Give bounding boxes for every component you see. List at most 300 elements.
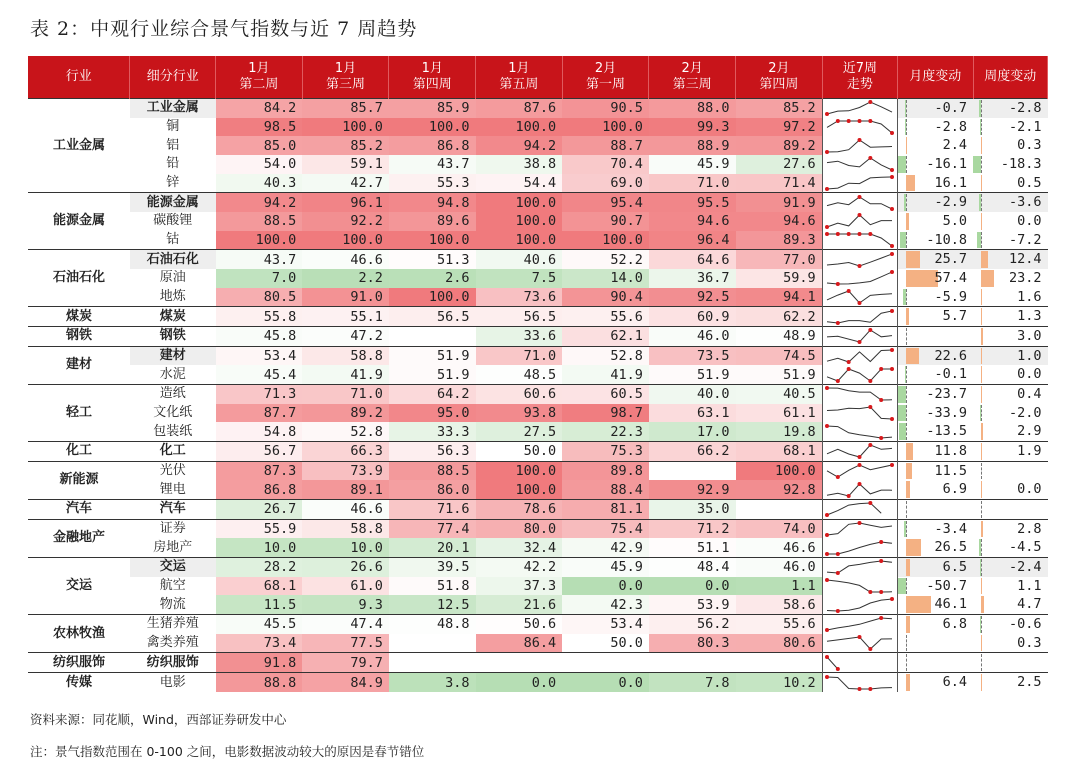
sparkline-point	[835, 609, 839, 613]
index-value-cell: 56.5	[389, 307, 476, 327]
month-change-cell	[898, 212, 973, 231]
index-value-cell: 39.5	[389, 558, 476, 577]
index-value-cell: 51.9	[736, 365, 823, 384]
sparkline-point	[835, 667, 839, 671]
index-value-cell: 86.8	[389, 136, 476, 155]
table-row	[28, 212, 1048, 231]
table-row	[28, 99, 1048, 118]
index-value-cell: 22.3	[562, 422, 649, 441]
week-change-cell	[973, 250, 1047, 269]
index-value-cell: 99.3	[649, 118, 736, 137]
week-change-cell	[973, 422, 1047, 441]
sub-industry-cell: 电影	[130, 673, 216, 692]
positive-bar	[981, 481, 982, 498]
sub-industry-cell: 地炼	[159, 288, 186, 304]
change-value: -33.9	[926, 404, 968, 421]
index-value-cell: 86.8	[216, 480, 303, 499]
index-value-cell: 54.4	[476, 174, 563, 193]
change-value: -18.3	[1000, 155, 1042, 172]
table-row	[28, 442, 1048, 462]
index-value-cell: 66.3	[302, 442, 389, 462]
index-value-cell: 71.2	[649, 519, 736, 538]
change-value: -13.5	[926, 423, 968, 440]
week-change-cell	[973, 212, 1047, 231]
index-value-cell: 80.6	[736, 634, 823, 653]
index-value-cell: 96.1	[302, 193, 389, 212]
index-value-cell: 87.6	[476, 99, 563, 118]
index-value-cell: 80.3	[649, 634, 736, 653]
index-value-cell: 84.9	[302, 673, 389, 692]
table-row	[28, 250, 1048, 269]
index-value-cell: 100.0	[476, 193, 563, 212]
week-change-cell	[973, 99, 1047, 118]
zero-axis	[981, 194, 982, 211]
index-value-cell: 0.0	[562, 673, 649, 692]
negative-bar	[899, 423, 906, 440]
sparkline-point	[868, 443, 872, 447]
index-value-cell: 47.2	[302, 327, 389, 347]
trend-sparkline	[823, 327, 896, 345]
table-row	[28, 136, 1048, 155]
index-value-cell: 2.6	[389, 269, 476, 288]
trend-sparkline-cell	[822, 422, 897, 441]
index-value-cell: 53.4	[562, 615, 649, 634]
index-value-cell: 87.7	[216, 404, 303, 423]
change-value: -0.7	[934, 100, 968, 116]
negative-bar	[980, 405, 981, 422]
index-value-cell: 52.2	[562, 250, 649, 269]
positive-bar	[981, 386, 982, 403]
zero-axis	[906, 423, 907, 440]
sub-industry-cell: 生猪养殖	[130, 615, 216, 634]
index-value-cell: 19.8	[736, 422, 823, 441]
sparkline-path	[827, 657, 838, 669]
change-value: 3.0	[1017, 328, 1042, 344]
positive-bar	[906, 674, 910, 691]
index-value-cell: 21.6	[476, 595, 563, 614]
table-row	[28, 118, 1048, 137]
industry-cell: 化工	[28, 442, 130, 462]
table-row	[28, 307, 1048, 327]
index-value-cell: 51.3	[389, 250, 476, 269]
sub-industry-cell: 文化纸	[153, 405, 193, 421]
index-value-cell: 56.2	[649, 615, 736, 634]
month-change-cell	[898, 442, 973, 462]
header-industry: 行业	[28, 56, 130, 99]
index-value-cell: 0.0	[649, 577, 736, 596]
index-value-cell: 45.8	[216, 327, 303, 347]
header-week: 1月 第三周	[302, 56, 389, 99]
positive-bar	[981, 348, 982, 365]
index-value-cell: 89.6	[389, 212, 476, 231]
index-value-cell: 10.0	[302, 538, 389, 557]
negative-bar	[905, 119, 907, 136]
index-value-cell	[649, 461, 736, 480]
index-value-cell: 79.7	[302, 653, 389, 673]
trend-sparkline	[823, 137, 896, 155]
sub-industry-cell: 钴	[166, 231, 180, 247]
industry-cell: 金融地产	[28, 519, 130, 557]
trend-sparkline-cell	[822, 461, 897, 480]
positive-bar	[906, 251, 920, 268]
sparkline-point	[868, 647, 872, 651]
month-change-cell	[898, 346, 973, 365]
week-change-cell	[973, 307, 1047, 327]
sparkline-point	[857, 264, 861, 268]
index-value-cell: 100.0	[302, 118, 389, 137]
industry-cell: 工业金属	[28, 99, 130, 193]
month-change-cell	[898, 269, 973, 288]
sparkline-path	[827, 272, 892, 284]
table-row	[28, 385, 1048, 404]
index-value-cell: 73.4	[216, 634, 303, 653]
table-row	[28, 519, 1048, 538]
month-change-cell	[898, 673, 973, 692]
change-value: -50.7	[926, 577, 968, 594]
zero-axis	[981, 156, 982, 173]
table-row	[28, 500, 1048, 520]
change-value: 6.8	[942, 616, 968, 633]
index-value-cell: 14.0	[562, 269, 649, 288]
zero-axis	[981, 100, 982, 117]
trend-sparkline	[823, 577, 896, 595]
industry-cell: 煤炭	[28, 307, 130, 327]
index-value-cell: 43.7	[389, 155, 476, 174]
index-value-cell: 100.0	[389, 288, 476, 307]
positive-bar	[981, 443, 982, 460]
index-value-cell: 94.1	[736, 288, 823, 307]
index-value-cell: 94.2	[476, 136, 563, 155]
index-value-cell: 59.1	[302, 155, 389, 174]
sub-industry-cell: 煤炭	[130, 307, 216, 327]
change-value: 0.0	[1017, 212, 1042, 229]
table-row	[28, 653, 1048, 673]
trend-sparkline-cell	[822, 442, 897, 462]
index-value-cell: 89.1	[302, 480, 389, 499]
sparkline-point	[825, 150, 829, 154]
sparkline-point	[890, 244, 894, 248]
sparkline-point	[825, 655, 829, 659]
index-value-cell: 60.5	[562, 385, 649, 404]
sparkline-point	[879, 616, 883, 620]
zero-axis	[981, 463, 982, 480]
index-value-cell: 100.0	[302, 231, 389, 250]
index-value-cell: 100.0	[476, 118, 563, 137]
table-row	[28, 461, 1048, 480]
month-change-cell	[898, 404, 973, 423]
sparkline-point	[890, 270, 894, 274]
zero-axis	[981, 559, 982, 576]
month-change-cell	[898, 653, 973, 673]
index-value-cell: 42.7	[302, 174, 389, 193]
index-value-cell: 90.4	[562, 288, 649, 307]
month-change-cell	[898, 193, 973, 212]
zero-axis	[906, 386, 907, 403]
change-value: 6.4	[942, 674, 968, 691]
index-value-cell: 100.0	[562, 118, 649, 137]
sub-industry-cell: 铜	[166, 119, 180, 134]
month-change-cell	[898, 577, 973, 596]
trend-sparkline-cell	[822, 269, 897, 288]
sparkline-point	[857, 340, 861, 344]
sparkline-point	[890, 252, 894, 256]
trend-sparkline-cell	[822, 519, 897, 538]
sparkline-point	[890, 367, 894, 371]
index-value-cell: 64.2	[389, 385, 476, 404]
index-value-cell: 71.3	[216, 385, 303, 404]
index-value-cell: 94.6	[649, 212, 736, 231]
sparkline-point	[825, 513, 829, 517]
positive-bar	[981, 596, 984, 613]
index-value-cell: 73.9	[302, 461, 389, 480]
negative-bar	[979, 100, 981, 117]
index-value-cell	[736, 653, 823, 673]
sparkline-point	[846, 360, 850, 364]
index-value-cell: 88.8	[216, 673, 303, 692]
negative-bar	[898, 405, 906, 422]
index-value-cell: 86.0	[389, 480, 476, 499]
sparkline-point	[825, 187, 829, 191]
index-value-cell: 75.4	[562, 519, 649, 538]
trend-sparkline	[823, 615, 896, 633]
index-value-cell	[389, 327, 476, 347]
sentiment-table	[28, 56, 1048, 692]
index-value-cell: 98.5	[216, 118, 303, 137]
sparkline-point	[890, 597, 894, 601]
trend-sparkline-cell	[822, 500, 897, 520]
zero-axis	[906, 289, 907, 306]
table-row	[28, 634, 1048, 653]
sparkline-point	[825, 533, 829, 537]
sparkline-point	[825, 424, 829, 428]
change-value: 22.6	[934, 347, 968, 364]
index-value-cell: 100.0	[476, 480, 563, 499]
index-value-cell	[562, 653, 649, 673]
index-value-cell: 92.2	[302, 212, 389, 231]
month-change-cell	[898, 118, 973, 137]
index-value-cell: 33.3	[389, 422, 476, 441]
sub-industry-cell: 能源金属	[130, 193, 216, 212]
industry-cell: 新能源	[28, 461, 130, 499]
index-value-cell: 48.8	[389, 615, 476, 634]
index-value-cell: 86.4	[476, 634, 563, 653]
index-value-cell: 94.6	[736, 212, 823, 231]
index-value-cell: 71.0	[302, 385, 389, 404]
sparkline-point	[868, 156, 872, 160]
index-value-cell: 100.0	[562, 231, 649, 250]
month-change-cell	[898, 327, 973, 347]
index-value-cell: 17.0	[649, 422, 736, 441]
trend-sparkline-cell	[822, 404, 897, 423]
sparkline-point	[835, 232, 839, 236]
sparkline-point	[890, 309, 894, 313]
change-value: -2.8	[934, 118, 968, 135]
change-value: -2.9	[934, 194, 968, 211]
index-value-cell: 58.8	[302, 519, 389, 538]
table-row	[28, 365, 1048, 384]
index-value-cell: 7.0	[216, 269, 303, 288]
positive-bar	[906, 616, 910, 633]
sparkline-path	[827, 369, 892, 381]
trend-sparkline-cell	[822, 653, 897, 673]
sub-industry-cell: 证券	[130, 519, 216, 538]
trend-sparkline	[823, 500, 896, 518]
sparkline-point	[857, 119, 861, 123]
month-change-cell	[898, 558, 973, 577]
index-value-cell: 88.5	[216, 212, 303, 231]
sparkline-point	[857, 635, 861, 639]
index-value-cell: 89.3	[736, 231, 823, 250]
index-value-cell: 88.4	[562, 480, 649, 499]
index-value-cell: 71.4	[736, 174, 823, 193]
index-value-cell: 52.8	[302, 422, 389, 441]
sparkline-path	[827, 503, 881, 515]
month-change-cell	[898, 595, 973, 614]
index-value-cell: 69.0	[562, 174, 649, 193]
index-value-cell: 96.4	[649, 231, 736, 250]
index-value-cell: 91.9	[736, 193, 823, 212]
negative-bar	[900, 232, 906, 249]
week-change-cell	[973, 577, 1047, 596]
table-row	[28, 480, 1048, 499]
trend-sparkline	[823, 251, 896, 269]
index-value-cell: 81.1	[562, 500, 649, 520]
week-change-cell	[973, 365, 1047, 384]
index-value-cell: 20.1	[389, 538, 476, 557]
negative-bar	[905, 366, 906, 383]
change-value: 16.1	[934, 174, 968, 191]
week-change-cell	[973, 634, 1047, 653]
index-value-cell: 64.6	[649, 250, 736, 269]
index-value-cell: 63.1	[649, 404, 736, 423]
index-value-cell: 50.0	[562, 634, 649, 653]
index-value-cell: 95.0	[389, 404, 476, 423]
industry-cell: 能源金属	[28, 193, 130, 250]
trend-sparkline-cell	[822, 193, 897, 212]
table-title: 表 2：中观行业综合景气指数与近 7 周趋势	[30, 18, 418, 40]
sparkline-point	[868, 501, 872, 505]
negative-bar	[973, 156, 981, 173]
index-value-cell: 26.6	[302, 558, 389, 577]
change-value: 2.9	[1017, 423, 1042, 440]
sparkline-point	[835, 379, 839, 383]
negative-bar	[980, 119, 981, 136]
index-value-cell: 100.0	[216, 231, 303, 250]
index-value-cell: 48.4	[649, 558, 736, 577]
sparkline-point	[825, 225, 829, 229]
trend-sparkline	[823, 288, 896, 306]
index-value-cell: 50.6	[476, 615, 563, 634]
index-value-cell: 100.0	[476, 212, 563, 231]
sub-industry-cell: 造纸	[130, 385, 216, 404]
change-value: 0.3	[1017, 137, 1042, 154]
sparkline-path	[827, 350, 892, 362]
negative-bar	[898, 578, 906, 595]
positive-bar	[906, 348, 918, 365]
change-value: 1.9	[1017, 443, 1042, 460]
positive-bar	[906, 213, 909, 230]
sparkline-point	[890, 348, 894, 352]
table-row	[28, 673, 1048, 692]
sparkline-point	[879, 590, 883, 594]
trend-sparkline	[823, 366, 896, 384]
week-change-cell	[973, 480, 1047, 499]
negative-bar	[980, 559, 981, 576]
sparkline-point	[868, 232, 872, 236]
change-value: 2.4	[942, 137, 968, 154]
sparkline-point	[868, 405, 872, 409]
change-value: -23.7	[926, 386, 968, 403]
sparkline-point	[868, 119, 872, 123]
industry-cell: 钢铁	[28, 327, 130, 347]
negative-bar	[905, 100, 906, 117]
week-change-cell	[973, 615, 1047, 634]
zero-axis	[906, 578, 907, 595]
index-value-cell: 9.3	[302, 595, 389, 614]
week-change-cell	[973, 500, 1047, 520]
index-value-cell: 27.5	[476, 422, 563, 441]
index-value-cell: 62.2	[736, 307, 823, 327]
trend-sparkline	[823, 194, 896, 212]
table-row	[28, 155, 1048, 174]
sparkline-point	[890, 131, 894, 135]
positive-bar	[906, 559, 910, 576]
index-value-cell: 73.6	[476, 288, 563, 307]
sparkline-path	[827, 177, 892, 189]
table-row	[28, 595, 1048, 614]
index-value-cell: 42.3	[562, 595, 649, 614]
positive-bar	[981, 213, 982, 230]
header-week-change: 周度变动	[973, 56, 1047, 99]
index-value-cell: 91.8	[216, 653, 303, 673]
sub-industry-cell: 纺织服饰	[130, 653, 216, 673]
index-value-cell: 51.9	[649, 365, 736, 384]
index-value-cell: 61.0	[302, 577, 389, 596]
index-value-cell: 33.6	[476, 327, 563, 347]
zero-axis	[981, 405, 982, 422]
trend-sparkline	[823, 442, 896, 460]
industry-cell: 汽车	[28, 500, 130, 520]
sub-industry-cell: 包装纸	[153, 423, 193, 439]
trend-sparkline-cell	[822, 174, 897, 193]
index-value-cell: 54.0	[216, 155, 303, 174]
change-value: 0.3	[1017, 634, 1042, 651]
table-row	[28, 193, 1048, 212]
negative-bar	[903, 289, 906, 306]
sparkline-point	[879, 367, 883, 371]
header-sub-industry: 细分行业	[130, 56, 216, 99]
zero-axis	[906, 366, 907, 383]
positive-bar	[981, 423, 983, 440]
zero-axis	[906, 521, 907, 538]
sparkline-point	[857, 687, 861, 691]
change-value: 5.7	[942, 308, 968, 325]
trend-sparkline-cell	[822, 346, 897, 365]
index-value-cell: 100.0	[476, 231, 563, 250]
week-change-cell	[973, 519, 1047, 538]
zero-axis	[981, 501, 982, 518]
sparkline-point	[835, 571, 839, 575]
index-value-cell: 85.2	[302, 136, 389, 155]
index-value-cell: 52.8	[562, 346, 649, 365]
index-value-cell: 43.7	[216, 250, 303, 269]
index-value-cell: 1.1	[736, 577, 823, 596]
positive-bar	[906, 443, 912, 460]
index-value-cell: 92.9	[649, 480, 736, 499]
index-value-cell: 71.0	[476, 346, 563, 365]
negative-bar	[898, 386, 906, 403]
index-value-cell: 42.9	[562, 538, 649, 557]
